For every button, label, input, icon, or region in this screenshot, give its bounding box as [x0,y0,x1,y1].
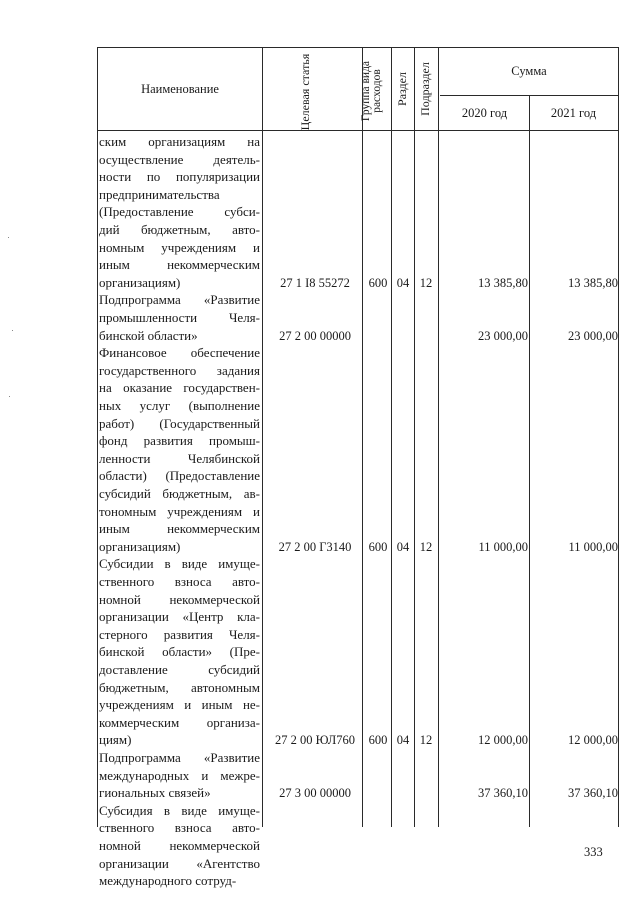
col-divider-group [391,47,392,827]
row-expense-group: 600 [368,539,388,554]
row-sum-2020: 23 000,00 [478,328,528,343]
name-line: организации «Центр кла- [99,609,260,625]
row-name [99,555,260,749]
name-line: бинской области» (Пре- [99,644,260,660]
name-line: Субсидия в виде имуще- [99,802,260,818]
row-expense-group: 600 [368,275,388,290]
name-line: международных и межре- [99,767,260,783]
col-divider-target [362,47,363,827]
scan-speck [8,237,9,238]
row-razdel: 04 [396,539,410,554]
col-divider-razdel [414,47,415,827]
row-podrazdel: 12 [419,733,433,748]
name-line: организациям) [99,538,181,554]
row-sum-2021: 13 385,80 [568,275,618,290]
row-sum-2020: 12 000,00 [478,733,528,748]
row-sum-2020: 37 360,10 [478,786,528,801]
name-line: гиональных связей» [99,785,211,801]
name-line: Подпрограмма «Развитие [99,292,260,308]
header-podrazdel: Подраздел [418,62,432,116]
name-line: осуществление деятель- [99,151,260,167]
name-line: бинской области» [99,327,198,343]
row-target-code: 27 1 I8 55272 [280,275,350,290]
name-line: дий бюджетным, авто- [99,221,260,237]
name-line: Финансовое обеспечение [99,345,260,361]
name-line: субсидий бюджетным, ав- [99,485,260,501]
row-target-code: 27 2 00 Г3140 [278,539,352,554]
name-line: иным некоммерческим [99,257,260,273]
row-name [99,133,260,291]
name-line: государственного задания [99,362,260,378]
row-sum-2021: 37 360,10 [568,786,618,801]
name-line: циям) [99,732,132,748]
row-sum-2021: 23 000,00 [568,328,618,343]
name-line: ским организациям на [99,134,260,149]
header-sum: Сумма [511,64,547,78]
name-line: номной некоммерческой [99,837,260,853]
name-line: ных услуг (выполнение [99,397,260,413]
col-divider-podrazdel [438,47,439,827]
col-divider-2020 [529,95,530,827]
name-line: ственного взноса авто- [99,820,260,836]
row-target-code: 27 2 00 ЮЛ760 [274,733,356,748]
header-name: Наименование [141,82,219,96]
name-line: организациям) [99,274,181,290]
page-number: 333 [584,845,603,859]
header-year-2021: 2021 год [550,106,597,120]
name-line: организации «Агентство [99,855,260,871]
name-line: номным учреждениям и [99,239,260,255]
name-line: ственного взноса авто- [99,573,260,589]
table-right-border [618,47,619,827]
name-line: номной некоммерческой [99,591,260,607]
name-line: коммерческим организа- [99,714,260,730]
name-line: (Предоставление субси- [99,204,260,220]
header-target: Целевая статья [298,53,312,131]
row-name [99,291,260,344]
row-sum-2020: 13 385,80 [478,275,528,290]
row-target-code: 27 2 00 00000 [279,328,351,343]
name-line: фонд развития промыш- [99,433,260,449]
row-razdel: 04 [396,733,410,748]
name-line: промышленности Челя- [99,309,260,325]
row-sum-2021: 12 000,00 [568,733,618,748]
col-divider-name [262,47,263,827]
row-expense-group: 600 [368,733,388,748]
name-line: тономным учреждениям и [99,503,260,519]
header-group: Группа вида расходов [360,60,383,122]
header-razdel: Раздел [395,72,409,106]
name-line: предпринимательства [99,186,220,202]
row-sum-2020: 11 000,00 [478,539,528,554]
name-line: иным некоммерческим [99,521,260,537]
scan-speck [12,330,13,331]
name-line: на оказание государствен- [99,380,260,396]
name-line: области) (Предоставление [99,468,260,484]
row-name [99,749,260,802]
name-line: стерного развития Челя- [99,626,260,642]
name-line: Субсидии в виде имуще- [99,556,260,572]
row-podrazdel: 12 [419,275,433,290]
table-top-border [97,47,618,48]
name-line: бюджетным, автономным [99,679,260,695]
row-name [99,344,260,555]
table-left-border [97,47,98,827]
row-target-code: 27 3 00 00000 [279,786,351,801]
row-sum-2021: 11 000,00 [568,539,618,554]
scan-speck [9,396,10,397]
name-line: учреждениям и иным не- [99,697,260,713]
name-line: доставление субсидий [99,661,260,677]
row-razdel: 04 [396,275,410,290]
name-line: Подпрограмма «Развитие [99,750,260,765]
header-bottom-border [97,130,618,131]
name-line: международного сотруд- [99,873,237,889]
header-year-2020: 2020 год [461,106,508,120]
name-line: ленности Челябинской [99,450,260,466]
name-line: ности по популяризации [99,169,260,185]
name-line: работ) (Государственный [99,415,260,431]
row-name [99,802,260,890]
row-podrazdel: 12 [419,539,433,554]
